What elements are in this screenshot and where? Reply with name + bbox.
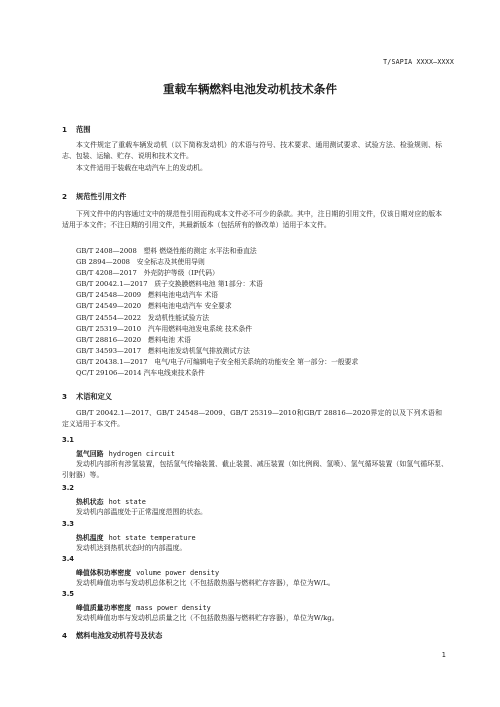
reference-item: GB/T 2408—2008 塑料 燃烧性能的测定 水平法和垂直法 <box>76 247 257 255</box>
reference-list <box>76 246 446 379</box>
term-name <box>76 496 146 506</box>
terms-intro: GB/T 20042.1—2017、GB/T 24548—2009、GB/T 25319—2010和GB/T 28816—2020界定的以及下列术语和定义适用于本文件。 <box>62 409 442 429</box>
reference-item: GB/T 34593—2017 燃料电池发动机氢气排放测试方法 <box>76 346 250 355</box>
page-number: 1 <box>441 651 446 659</box>
term-name-en: mass power density <box>136 604 211 612</box>
reference-item: GB/T 24549—2020 燃料电池电动汽车 安全要求 <box>76 302 232 311</box>
term-name-en: hot state <box>108 498 146 506</box>
scope-paragraph-2: 本文件适用于装载在电动汽车上的发动机。 <box>76 164 207 172</box>
reference-item: QC/T 29106—2014 汽车电线束技术条件 <box>76 369 205 378</box>
normative-references-intro: 下列文件中的内容通过文中的规范性引用而构成本文件必不可少的条款。其中，注日期的引用文件，仅该日期对应的版本适用于本文件；不注日期的引用文件，其最新版本（包括所有的修改单）适用于本文件。 <box>62 210 442 230</box>
term-name-zh: 氢气回路 <box>76 450 104 458</box>
document-title: 重载车辆燃料电池发动机技术条件 <box>163 82 337 96</box>
section-number: 1 <box>62 125 68 134</box>
term-definition: 发动机峰值功率与发动机总体积之比（不包括散热器与燃料贮存容器），单位为W/L。 <box>76 579 335 587</box>
section-3-heading <box>62 392 112 402</box>
scope-paragraph-1: 本文件规定了重载车辆发动机（以下简称发动机）的术语与符号、技术要求、通用测试要求、试验方法、检验规则、标志、包装、运输、贮存、说明和技术文件。 <box>62 141 442 161</box>
reference-item: GB/T 24548—2009 燃料电池电动汽车 术语 <box>76 291 219 300</box>
section-number: 2 <box>62 192 68 201</box>
reference-item: GB/T 4208—2017 外壳防护等级（IP代码） <box>76 269 219 278</box>
reference-item: GB/T 28816—2020 燃料电池 术语 <box>76 335 191 344</box>
section-title: 范围 <box>76 125 91 134</box>
term-number: 3.1 <box>62 436 75 444</box>
section-title: 燃料电池发动机符号及状态 <box>76 631 163 640</box>
section-1-heading <box>62 125 90 135</box>
reference-item: GB/T 25319—2010 汽车用燃料电池发电系统 技术条件 <box>76 324 253 333</box>
reference-item: GB/T 20438.1—2017 电气/电子/可编辑电子安全相关系统的功能安全 第一部分：一般要求 <box>76 357 359 366</box>
term-name-en: hydrogen circuit <box>108 450 175 458</box>
term-number: 3.2 <box>62 484 75 492</box>
document-number: T/SAPIA XXXX—XXXX <box>383 58 454 66</box>
term-name <box>76 567 219 577</box>
term-name-zh: 热机温度 <box>76 534 104 542</box>
term-number: 3.3 <box>62 520 75 528</box>
reference-item: GB 2894—2008 安全标志及其使用导则 <box>76 258 205 267</box>
term-definition: 发动机内部温度处于正常温度范围的状态。 <box>76 508 207 516</box>
term-definition: 发动机内部所有涉氢装置，包括氢气传输装置、截止装置、减压装置（如比例阀、氢喷）、氢气循环装置（如氢气循环泵、引射器）等。 <box>62 460 448 480</box>
term-name <box>76 532 196 542</box>
term-definition: 发动机达到热机状态时的内部温度。 <box>76 544 187 552</box>
section-title: 规范性引用文件 <box>76 192 127 201</box>
section-title: 术语和定义 <box>76 392 112 401</box>
term-name-zh: 峰值体积功率密度 <box>76 569 132 577</box>
reference-item: GB/T 24554—2022 发动机性能试验方法 <box>76 313 210 322</box>
section-number: 3 <box>62 392 68 401</box>
term-number: 3.5 <box>62 590 75 598</box>
term-name <box>76 448 175 458</box>
term-name-zh: 热机状态 <box>76 498 104 506</box>
section-number: 4 <box>62 631 68 640</box>
section-4-heading <box>62 631 162 641</box>
term-name <box>76 602 211 612</box>
term-name-zh: 峰值质量功率密度 <box>76 604 132 612</box>
term-name-en: hot state temperature <box>108 534 196 542</box>
term-definition: 发动机峰值功率与发动机总质量之比（不包括散热器与燃料贮存容器），单位为W/kg。 <box>76 614 339 622</box>
term-number: 3.4 <box>62 555 75 563</box>
term-name-en: volume power density <box>136 569 220 577</box>
reference-item: GB/T 20042.1—2017 质子交换膜燃料电池 第1部分：术语 <box>76 280 263 289</box>
section-2-heading <box>62 192 126 202</box>
